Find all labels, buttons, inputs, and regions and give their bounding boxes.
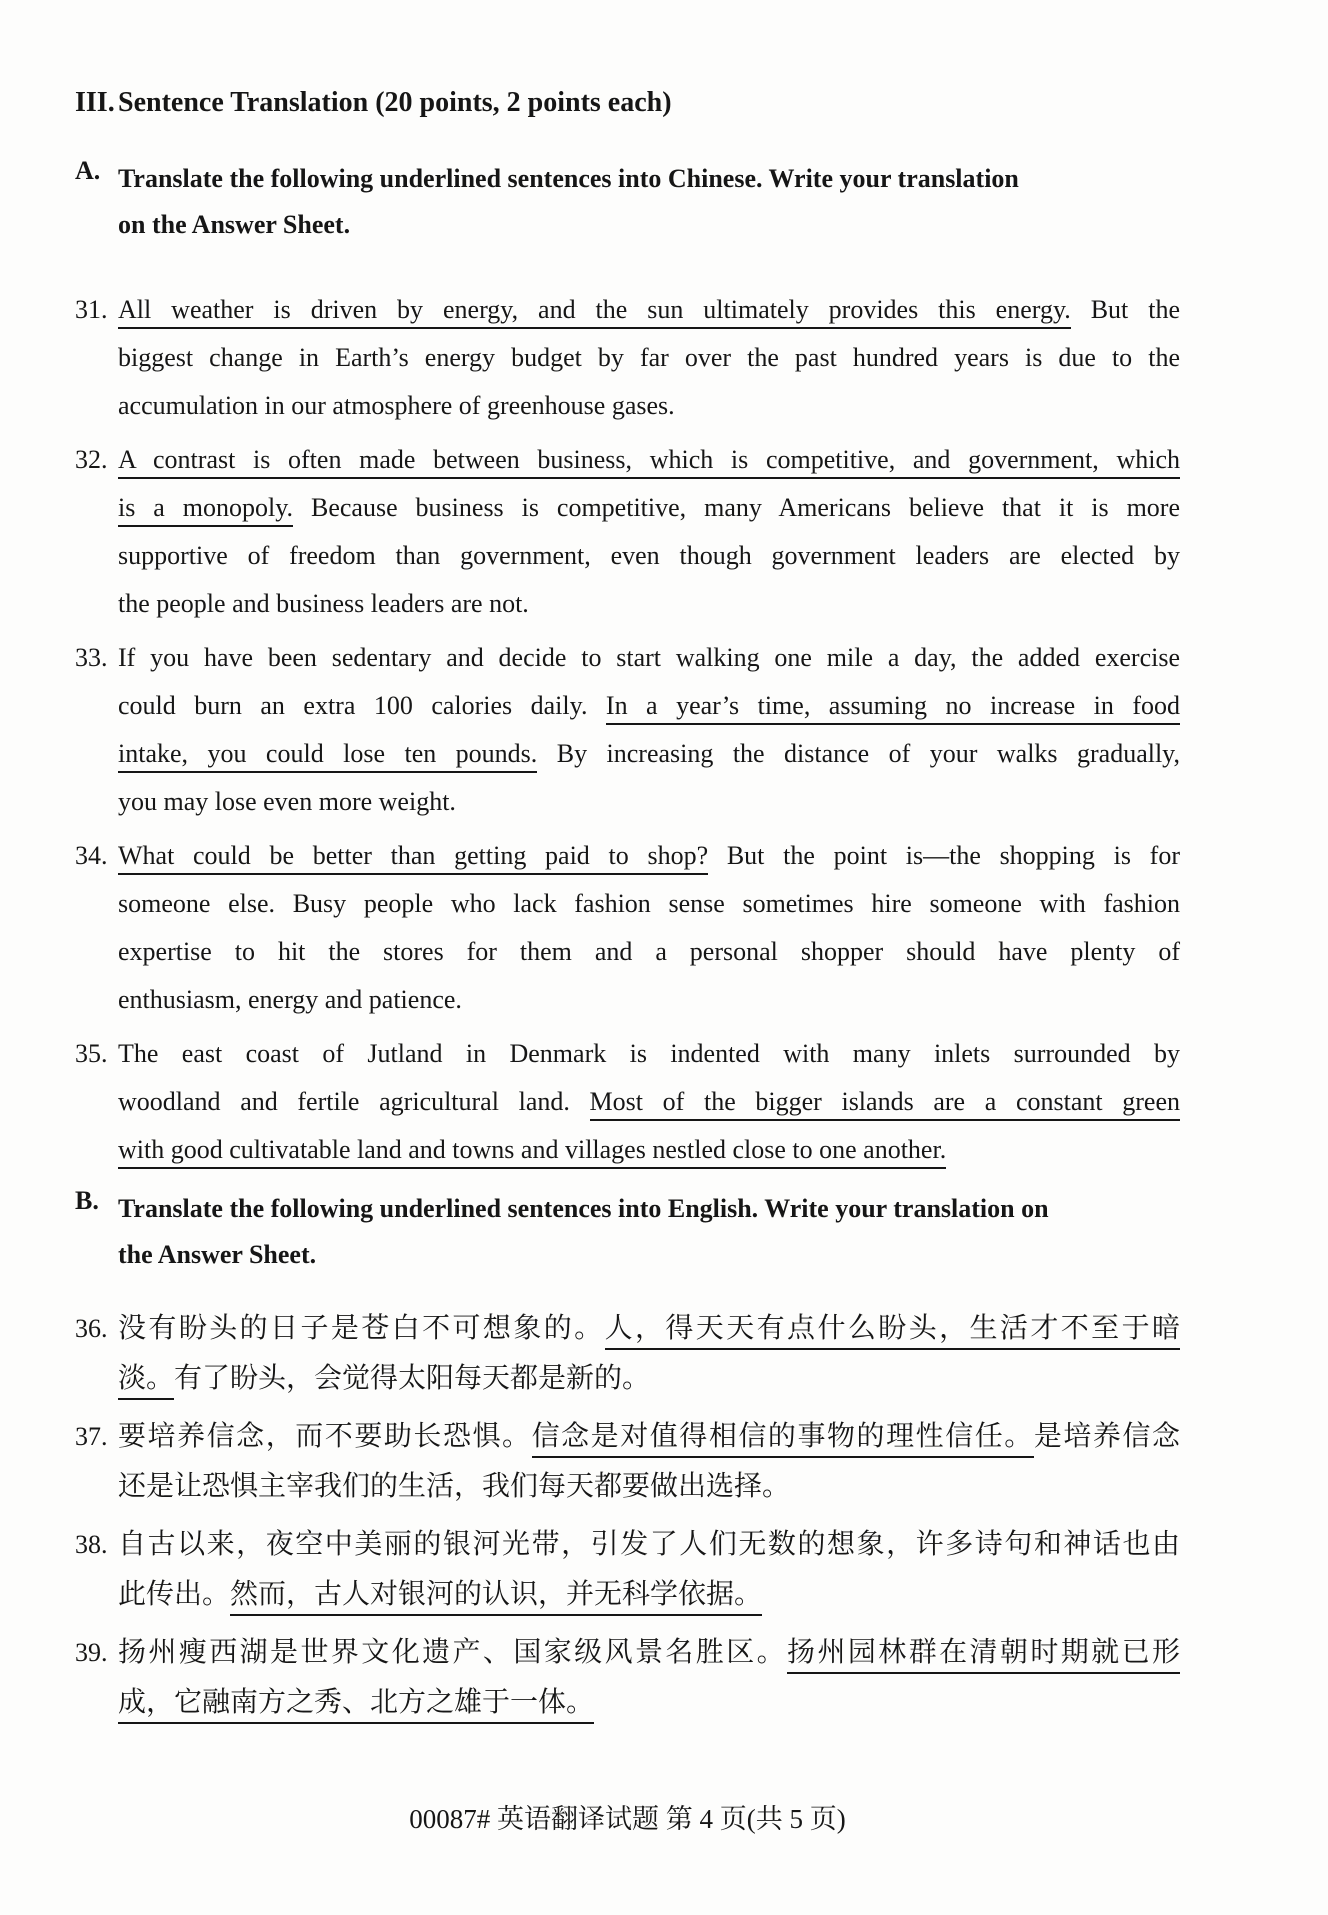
underlined-text: 扬州园林群在清朝时期就已形 bbox=[787, 1637, 1180, 1674]
text-line bbox=[118, 436, 1180, 484]
question-33 bbox=[75, 634, 1180, 826]
text-line bbox=[118, 1678, 1180, 1728]
underlined-text: What could be better than getting paid to shop? bbox=[118, 841, 708, 875]
plain-text: biggest change in Earth’s energy budget by far over the past hundred years is due to the bbox=[118, 343, 1180, 372]
plain-text: If you have been sedentary and decide to start walking one mile a day, the added exercise bbox=[118, 643, 1180, 672]
question-39 bbox=[75, 1628, 1180, 1728]
question-36 bbox=[75, 1304, 1180, 1404]
section-title: Sentence Translation (20 points, 2 points each) bbox=[118, 87, 672, 118]
question-34 bbox=[75, 832, 1180, 1024]
instruction-line: Translate the following underlined sentences into Chinese. Write your translation bbox=[118, 164, 1019, 193]
plain-text: someone else. Busy people who lack fashion sense sometimes hire someone with fashion bbox=[118, 889, 1180, 918]
plain-text: 是培养信念 bbox=[1033, 1421, 1180, 1452]
text-line bbox=[118, 1628, 1180, 1678]
underlined-text: Most of the bigger islands are a constant green bbox=[590, 1087, 1180, 1121]
question-number: 38. bbox=[75, 1530, 108, 1559]
text-line bbox=[118, 484, 1180, 532]
text-line bbox=[118, 1078, 1180, 1126]
text-line bbox=[118, 880, 1180, 928]
text-line bbox=[118, 1126, 1180, 1174]
page-footer: 00087# 英语翻译试题 第 4 页(共 5 页) bbox=[409, 1804, 846, 1834]
questions-part-a bbox=[75, 286, 1180, 1174]
underlined-text: intake, you could lose ten pounds. bbox=[118, 739, 537, 773]
text-line bbox=[118, 928, 1180, 976]
underlined-text: A contrast is often made between business, which is competitive, and government, which bbox=[118, 445, 1180, 479]
text-line bbox=[118, 1354, 1180, 1404]
text-line bbox=[118, 580, 1180, 628]
plain-text: the people and business leaders are not. bbox=[118, 589, 529, 618]
plain-text: But the point is—the shopping is for bbox=[708, 841, 1180, 870]
part-b-heading bbox=[75, 1186, 1180, 1278]
instruction-line: the Answer Sheet. bbox=[118, 1240, 317, 1269]
underlined-text: 信念是对值得相信的事物的理性信任。 bbox=[532, 1421, 1034, 1458]
section-number: III. bbox=[75, 87, 115, 118]
plain-text: 还是让恐惧主宰我们的生活，我们每天都要做出选择。 bbox=[118, 1471, 791, 1502]
underlined-text: with good cultivatable land and towns and villages nestled close to one another. bbox=[118, 1135, 946, 1169]
plain-text: 没有盼头的日子是苍白不可想象的。 bbox=[118, 1313, 605, 1344]
question-number: 31. bbox=[75, 295, 108, 324]
plain-text: supportive of freedom than government, even though government leaders are elected by bbox=[118, 541, 1180, 570]
text-line bbox=[118, 1412, 1180, 1462]
plain-text: 要培养信念，而不要助长恐惧。 bbox=[118, 1421, 532, 1452]
part-a-label: A. bbox=[75, 156, 101, 185]
question-35 bbox=[75, 1030, 1180, 1174]
question-number: 34. bbox=[75, 841, 108, 870]
text-line bbox=[118, 1570, 1180, 1620]
text-line bbox=[118, 532, 1180, 580]
text-line bbox=[118, 334, 1180, 382]
question-number: 36. bbox=[75, 1314, 108, 1343]
question-number: 39. bbox=[75, 1638, 108, 1667]
plain-text: By increasing the distance of your walks gradually, bbox=[537, 739, 1180, 768]
text-line bbox=[118, 976, 1180, 1024]
plain-text: you may lose even more weight. bbox=[118, 787, 456, 816]
questions-part-b bbox=[75, 1304, 1180, 1728]
text-line bbox=[118, 382, 1180, 430]
question-number: 32. bbox=[75, 445, 108, 474]
plain-text: The east coast of Jutland in Denmark is indented with many inlets surrounded by bbox=[118, 1039, 1180, 1068]
text-line bbox=[118, 1030, 1180, 1078]
underlined-text: In a year’s time, assuming no increase in food bbox=[606, 691, 1180, 725]
underlined-text: All weather is driven by energy, and the sun ultimately provides this energy. bbox=[118, 295, 1071, 329]
question-37 bbox=[75, 1412, 1180, 1512]
plain-text: 自古以来，夜空中美丽的银河光带，引发了人们无数的想象，许多诗句和神话也由 bbox=[118, 1529, 1180, 1560]
plain-text: Because business is competitive, many Americans believe that it is more bbox=[293, 493, 1180, 522]
text-line bbox=[118, 778, 1180, 826]
question-32 bbox=[75, 436, 1180, 628]
text-line bbox=[118, 1462, 1180, 1512]
instruction-line: on the Answer Sheet. bbox=[118, 210, 351, 239]
part-a-heading bbox=[75, 156, 1180, 248]
plain-text: enthusiasm, energy and patience. bbox=[118, 985, 462, 1014]
question-38 bbox=[75, 1520, 1180, 1620]
plain-text: 此传出。 bbox=[118, 1579, 231, 1610]
instruction-line: Translate the following underlined sentences into English. Write your translation on bbox=[118, 1194, 1049, 1223]
underlined-text: 人，得天天有点什么盼头，生活才不至于暗 bbox=[605, 1313, 1180, 1350]
text-line bbox=[118, 682, 1180, 730]
question-number: 37. bbox=[75, 1422, 108, 1451]
part-b-label: B. bbox=[75, 1186, 99, 1215]
text-line bbox=[118, 730, 1180, 778]
underlined-text: 成，它融南方之秀、北方之雄于一体。 bbox=[118, 1687, 594, 1724]
question-number: 33. bbox=[75, 643, 108, 672]
section-heading bbox=[75, 86, 1180, 120]
underlined-text: 淡。 bbox=[118, 1363, 174, 1400]
plain-text: accumulation in our atmosphere of greenhouse gases. bbox=[118, 391, 675, 420]
text-line bbox=[118, 1520, 1180, 1570]
text-line bbox=[118, 1304, 1180, 1354]
plain-text: could burn an extra 100 calories daily. bbox=[118, 691, 606, 720]
underlined-text: 然而，古人对银河的认识，并无科学依据。 bbox=[230, 1579, 762, 1616]
plain-text: 有了盼头，会觉得太阳每天都是新的。 bbox=[174, 1363, 651, 1394]
underlined-text: is a monopoly. bbox=[118, 493, 293, 527]
question-number: 35. bbox=[75, 1039, 108, 1068]
plain-text: But the bbox=[1070, 295, 1180, 324]
text-line bbox=[118, 832, 1180, 880]
question-31 bbox=[75, 286, 1180, 430]
plain-text: woodland and fertile agricultural land. bbox=[118, 1087, 590, 1116]
text-line bbox=[118, 286, 1180, 334]
text-line bbox=[118, 634, 1180, 682]
plain-text: 扬州瘦西湖是世界文化遗产、国家级风景名胜区。 bbox=[118, 1637, 788, 1668]
plain-text: expertise to hit the stores for them and a personal shopper should have plenty of bbox=[118, 937, 1180, 966]
